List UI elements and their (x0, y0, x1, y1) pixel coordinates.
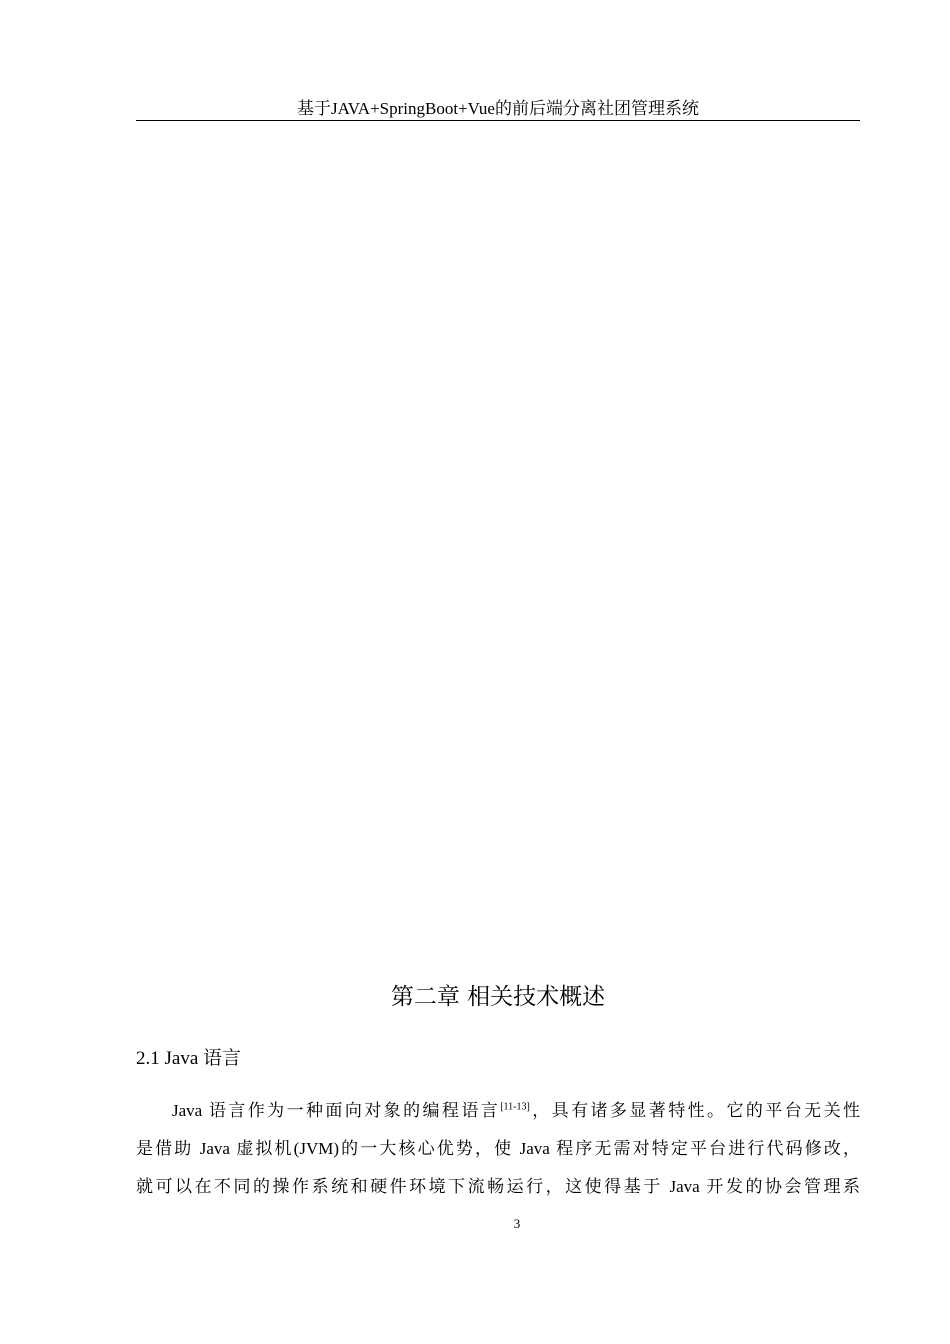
chapter-title: 第二章 相关技术概述 (390, 984, 606, 1010)
paragraph-line-2: 是借助 Java 虚拟机(JVM)的一大核心优势，使 Java 程序无需对特定平台进行代码修改， (136, 1139, 860, 1158)
running-header: 基于JAVA+SpringBoot+Vue的前后端分离社团管理系统 (297, 99, 699, 118)
citation-superscript: [11-13] (500, 1101, 530, 1113)
paragraph-line-1-text-after-cite: ，具有诸多显著特性。它的平台无关性 (529, 1101, 860, 1120)
paragraph-line-1 (136, 1098, 860, 1124)
section-heading: 2.1 Java 语言 (136, 1048, 242, 1069)
page-number: 3 (513, 1216, 521, 1231)
paragraph-line-1-text: Java 语言作为一种面向对象的编程语言 (172, 1101, 501, 1120)
paragraph-line-3: 就可以在不同的操作系统和硬件环境下流畅运行，这使得基于 Java 开发的协会管理系 (136, 1177, 860, 1196)
header-rule (136, 120, 860, 121)
